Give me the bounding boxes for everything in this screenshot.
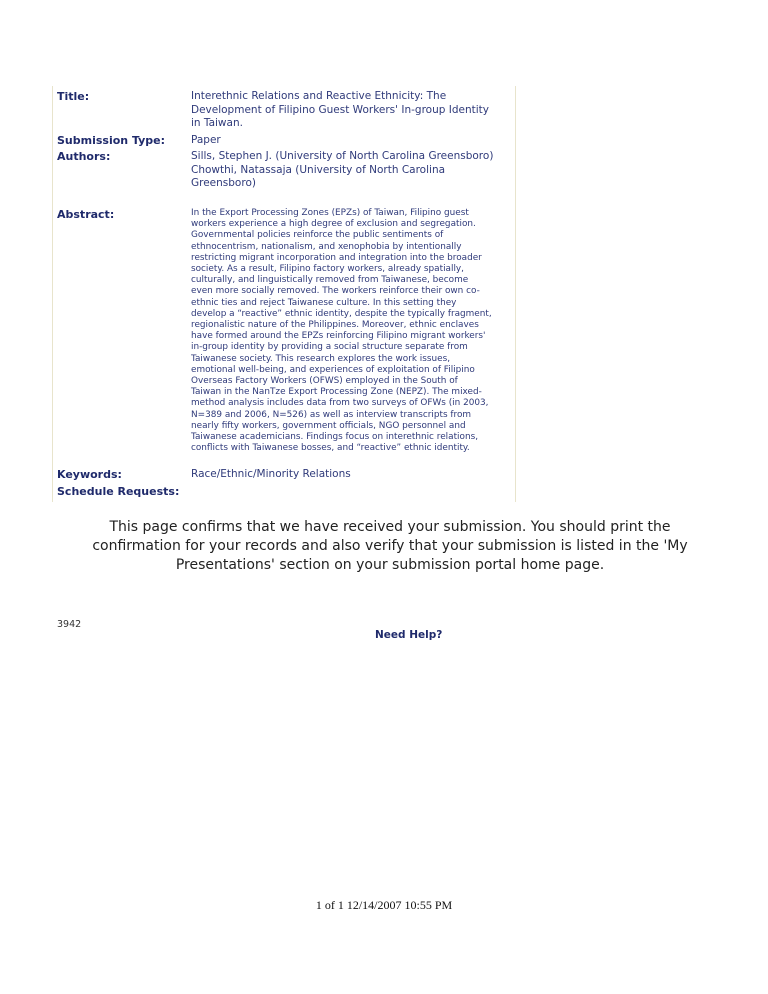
need-help-link[interactable]: Need Help? [375,629,443,641]
confirmation-line: Presentations' section on your submission portal home page. [175,557,605,573]
abstract-line: emotional well-being, and experiences of exploitation of Filipino [191,364,475,375]
abstract-line: society. As a result, Filipino factory workers, already spatially, [191,264,464,275]
abstract-line: nearly fifty workers, government officials, NGO personnel and [191,420,466,431]
abstract-line: restricting migrant incorporation and integration into the broader [191,252,482,263]
author-line: Greensboro) [191,177,256,189]
abstract-label: Abstract: [57,208,115,221]
abstract-line: develop a “reactive” ethnic identity, despite the typically fragment, [191,308,492,319]
keywords-text: Race/Ethnic/Minority Relations [191,468,351,480]
author-line: Chowthi, Natassaja (University of North Carolina [191,163,446,176]
submission-type-text: Paper [191,134,221,146]
title-line: Interethnic Relations and Reactive Ethnicity: The [191,90,447,102]
abstract-line: ethnic ties and reject Taiwanese culture. In this setting they [191,297,457,308]
confirmation-line: This page confirms that we have received your submission. You should print the [109,519,671,535]
title-value [191,90,511,131]
keywords-value [191,468,511,482]
submission-type-label: Submission Type: [57,134,166,147]
abstract-line: method analysis includes data from two surveys of OFWs (in 2003, [191,398,489,409]
author-line: Sills, Stephen J. (University of North Carolina Greensboro) [191,150,494,162]
abstract-line: even more socially removed. The workers reinforce their own co- [191,286,480,297]
abstract-value [191,208,513,454]
abstract-line: conflicts with Taiwanese bosses, and “reactive” ethnic identity. [191,443,470,454]
submission-details-table [52,86,516,502]
keywords-label: Keywords: [57,468,122,481]
title-line: Development of Filipino Guest Workers' In-group Identity [191,103,489,116]
abstract-line: regionalistic nature of the Philippines. Moreover, ethnic enclaves [191,320,479,331]
abstract-line: have formed around the EPZs reinforcing Filipino migrant workers' [191,331,486,342]
confirmation-message [40,518,740,575]
submission-type-value [191,134,511,148]
title-line: in Taiwan. [191,117,243,129]
authors-value [191,150,511,191]
abstract-line: N=389 and 2006, N=526) as well as interview transcripts from [191,409,472,420]
abstract-line: Taiwan in the NanTze Export Processing Zone (NEPZ). The mixed- [191,387,482,398]
abstract-line: in-group identity by providing a social structure separate from [191,342,468,353]
title-label: Title: [57,90,90,103]
confirmation-line: confirmation for your records and also verify that your submission is listed in the 'My [92,538,688,554]
page-id: 3942 [57,619,82,630]
abstract-line: workers experience a high degree of exclusion and segregation. [191,219,476,230]
print-footer: 1 of 1 12/14/2007 10:55 PM [315,898,453,912]
abstract-line: Taiwanese academicians. Findings focus on interethnic relations, [191,432,479,443]
authors-label: Authors: [57,150,111,163]
abstract-line: Taiwanese society. This research explores the work issues, [191,353,451,364]
abstract-line: Governmental policies reinforce the public sentiments of [191,230,444,241]
abstract-line: Overseas Factory Workers (OFWS) employed in the South of [191,376,458,387]
abstract-line: In the Export Processing Zones (EPZs) of Taiwan, Filipino guest [191,208,469,218]
abstract-line: culturally, and linguistically removed from Taiwanese, become [191,275,469,286]
abstract-line: ethnocentrism, nationalism, and xenophobia by intentionally [191,241,462,252]
schedule-requests-label: Schedule Requests: [57,485,180,498]
